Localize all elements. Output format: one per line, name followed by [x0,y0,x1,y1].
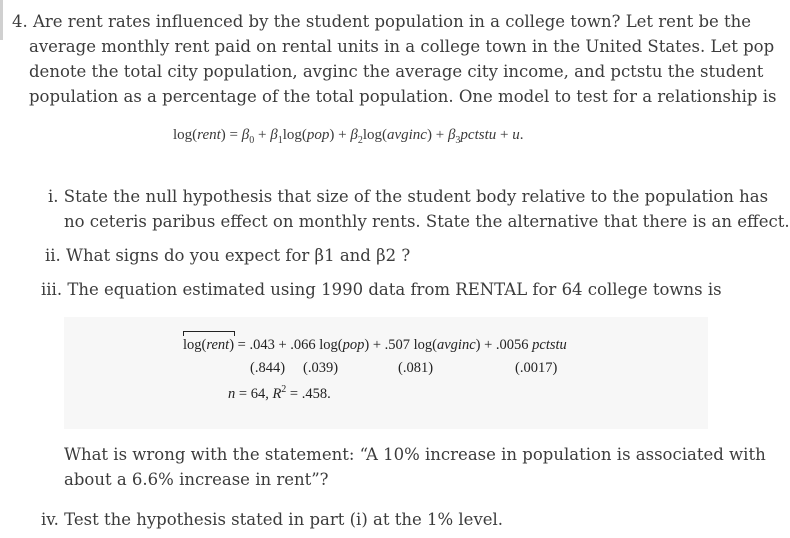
part-iii-question-line-2: about a 6.6% increase in rent”? [64,470,329,489]
se-0: (.844) [250,360,286,376]
se-2: (.081) [398,360,434,376]
se-1: (.039) [303,360,339,376]
estimated-equation-line-1: log(rent) = .043 + .066 log(pop) + .507 log(avginc) + .0056 pctstu [183,337,567,353]
left-border [0,0,3,40]
part-i-line-2: no ceteris paribus effect on monthly rents. State the alternative that there is an effect. [64,212,790,231]
question-line-1: 4. Are rent rates influenced by the student population in a college town? Let rent be the [12,12,752,31]
hat-accent [183,331,235,336]
model-equation: log(rent) = $\beta_0 + \beta_1\log(pop)$ + $\beta_2\log(avginc)$ + $\beta_3pctstu + u$. [173,127,524,146]
question-line-2: average monthly rent paid on rental units in a college town in the United States. Let pop [29,37,775,56]
estimated-equation-box [64,317,708,429]
part-i-line-1: i. State the null hypothesis that size of the student body relative to the population has [48,187,769,206]
part-iv: iv. Test the hypothesis stated in part (i) at the 1% level. [41,510,504,529]
part-iii: iii. The equation estimated using 1990 data from RENTAL for 64 college towns is [41,280,722,299]
question-line-4: population as a percentage of the total population. One model to test for a relationship is [29,87,777,106]
part-iii-question-line-1: What is wrong with the statement: “A 10% increase in population is associated with [64,445,766,464]
estimated-equation-stats: n = 64, $R^2 = .458$. [228,384,331,402]
part-ii: ii. What signs do you expect for β1 and β2 ? [45,246,411,265]
question-line-3: denote the total city population, avginc the average city income, and pctstu the student [29,62,764,81]
se-3: (.0017) [515,360,558,376]
